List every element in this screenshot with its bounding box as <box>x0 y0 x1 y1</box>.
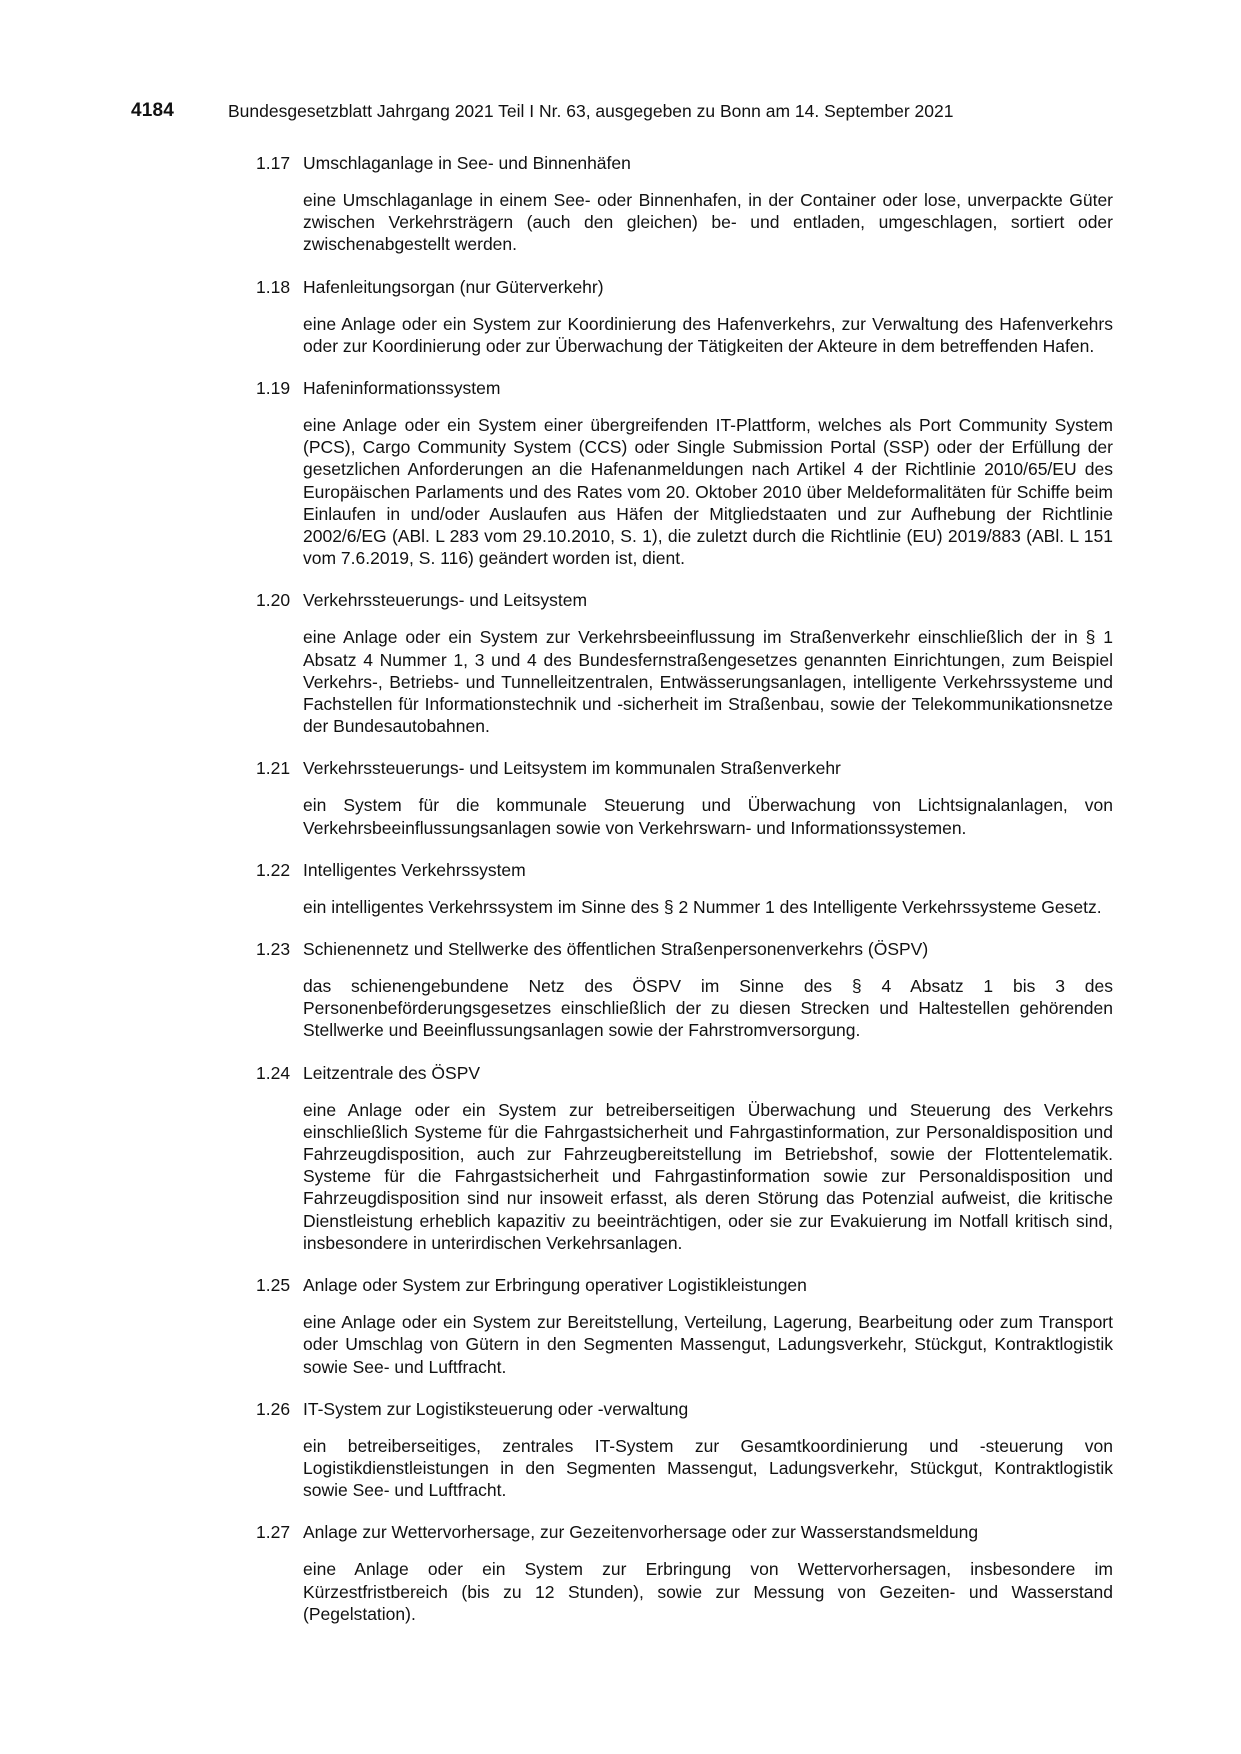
entry-title: Hafeninformationssystem <box>303 378 501 399</box>
entry-1-22 <box>256 859 1113 918</box>
entry-heading <box>256 1398 1113 1420</box>
page-header <box>131 100 1111 126</box>
entry-text: das schienengebundene Netz des ÖSPV im Sinne des § 4 Absatz 1 bis 3 des Personenbeförderungsgesetzes einschließlich der zu diesen Strecken und Haltestellen gehörenden Stellwerke und Beeinflussungsanlagen sowie der Fahrstromversorgung. <box>303 976 1113 1041</box>
entry-text: ein System für die kommunale Steuerung und Überwachung von Lichtsignalanlagen, von Verkehrsbeeinflussungsanlagen sowie von Verkehrswarn- und Informationssystemen. <box>303 795 1113 838</box>
entry-text: eine Anlage oder ein System einer übergreifenden IT-Plattform, welches als Port Community System (PCS), Cargo Community System (CCS) oder Single Submission Portal (SSP) oder der Erfüllung der gesetzlichen Anforderungen an die Hafenanmeldungen nach Artikel 4 der Richtlinie 2010/65/EU des Europäischen Parlaments und des Rates vom 20. Oktober 2010 über Meldeformalitäten für Schiffe beim Einlaufen in und/oder Auslaufen aus Häfen der Mitgliedstaaten und zur Aufhebung der Richtlinie 2002/6/EG (ABl. L 283 vom 29.10.2010, S. 1), die zuletzt durch die Richtlinie (EU) 2019/883 (ABl. L 151 vom 7.6.2019, S. 116) geändert worden ist, dient. <box>303 415 1113 569</box>
entry-number: 1.17 <box>256 153 291 173</box>
entry-1-23 <box>256 938 1113 1042</box>
entry-1-26 <box>256 1398 1113 1502</box>
entry-text: eine Anlage oder ein System zur Erbringung von Wettervorhersagen, insbesondere im Kürzestfristbereich (bis zu 12 Stunden), sowie zur Messung von Gezeiten- und Wasserstand (Pegelstation). <box>303 1559 1113 1624</box>
entry-text: eine Anlage oder ein System zur betreiberseitigen Überwachung und Steuerung des Verkehrs einschließlich Systeme für die Fahrgastsicherheit und Fahrgastinformation, zur Personaldisposition und Fahrzeugdisposition, auch zur Fahrzeugbereitstellung im Betriebshof, sowie der Flottentelematik. Systeme für die Fahrgastsicherheit und Fahrgastinformation sowie zur Personaldisposition und Fahrzeugdisposition sind nur insoweit erfasst, als deren Störung das Potenzial aufweist, die kritische Dienstleistung erheblich kapazitiv zu beeinträchtigen, oder sie zur Evakuierung im Notfall kritisch sind, insbesondere in unterirdischen Verkehrsanlagen. <box>303 1099 1113 1253</box>
entry-number: 1.19 <box>256 378 291 399</box>
entry-heading <box>256 276 1113 298</box>
entry-title: Intelligentes Verkehrssystem <box>303 859 526 880</box>
entry-text: eine Anlage oder ein System zur Bereitstellung, Verteilung, Lagerung, Bearbeitung oder zum Transport oder Umschlag von Gütern in den Segmenten Massengut, Ladungsverkehr, Stückgut, Kontraktlogistik sowie See- und Luftfracht. <box>303 1312 1113 1377</box>
entry-text: ein intelligentes Verkehrssystem im Sinne des § 2 Nummer 1 des Intelligente Verkehrssysteme Gesetz. <box>303 896 1102 917</box>
entry-heading <box>256 589 1113 611</box>
entry-number: 1.18 <box>256 276 291 297</box>
entry-number: 1.22 <box>256 859 291 880</box>
entry-text: ein betreiberseitiges, zentrales IT-System zur Gesamtkoordinierung und -steuerung von Logistikdienstleistungen in den Segmenten Massengut, Ladungsverkehr, Stückgut, Kontraktlogistik sowie See- und Luftfracht. <box>303 1435 1113 1501</box>
entry-heading <box>256 152 1113 174</box>
entry-text: eine Anlage oder ein System zur Verkehrsbeeinflussung im Straßenverkehr einschließlich der in § 1 Absatz 4 Nummer 1, 3 und 4 des Bundesfernstraßengesetzes genannten Einrichtungen, zum Beispiel Verkehrs-, Betriebs- und Tunnelleitzentralen, Entwässerungsanlagen, intelligente Verkehrssysteme und Fachstellen für Informationstechnik und -sicherheit im Straßenbau, sowie der Telekommunikationsnetze der Bundesautobahnen. <box>303 627 1113 737</box>
entry-number: 1.21 <box>256 758 291 779</box>
entry-1-17 <box>256 152 1113 256</box>
entry-heading <box>256 859 1113 881</box>
entry-title: Verkehrssteuerungs- und Leitsystem im kommunalen Straßenverkehr <box>303 758 841 779</box>
entry-heading <box>256 1274 1113 1296</box>
entry-heading <box>256 1062 1113 1084</box>
entry-1-24 <box>256 1062 1113 1254</box>
entry-number: 1.27 <box>256 1522 291 1543</box>
entry-1-25 <box>256 1274 1113 1378</box>
entry-heading <box>256 757 1113 779</box>
entry-heading <box>256 938 1113 960</box>
entry-title: Schienennetz und Stellwerke des öffentlichen Straßenpersonenverkehrs (ÖSPV) <box>303 939 929 960</box>
entry-title: Leitzentrale des ÖSPV <box>303 1062 481 1083</box>
entry-title: IT-System zur Logistiksteuerung oder -verwaltung <box>303 1398 689 1419</box>
entry-title: Anlage zur Wettervorhersage, zur Gezeitenvorhersage oder zur Wasserstandsmeldung <box>303 1522 979 1543</box>
entry-1-21 <box>256 757 1113 838</box>
entry-1-20 <box>256 589 1113 737</box>
running-title: Bundesgesetzblatt Jahrgang 2021 Teil I Nr. 63, ausgegeben zu Bonn am 14. September 2021 <box>228 101 954 121</box>
entry-text: eine Umschlaganlage in einem See- oder Binnenhafen, in der Container oder lose, unverpackte Güter zwischen Verkehrsträgern (auch den gleichen) be- und entladen, umgeschlagen, sortiert oder zwischenabgestellt werden. <box>303 190 1113 255</box>
entry-title: Hafenleitungsorgan (nur Güterverkehr) <box>303 276 604 297</box>
entry-heading <box>256 377 1113 399</box>
entry-title: Anlage oder System zur Erbringung operativer Logistikleistungen <box>303 1275 807 1296</box>
entry-number: 1.20 <box>256 590 291 611</box>
page-number: 4184 <box>131 100 175 121</box>
entry-title: Verkehrssteuerungs- und Leitsystem <box>303 590 588 611</box>
entry-text: eine Anlage oder ein System zur Koordinierung des Hafenverkehrs, zur Verwaltung des Hafenverkehrs oder zur Koordinierung oder zur Überwachung der Tätigkeiten der Akteure in dem betreffenden Hafen. <box>303 313 1113 356</box>
entry-1-18 <box>256 276 1113 357</box>
entry-number: 1.24 <box>256 1062 291 1083</box>
entry-number: 1.23 <box>256 939 291 960</box>
entry-1-27 <box>256 1521 1113 1625</box>
entry-1-19 <box>256 377 1113 569</box>
entry-heading <box>256 1521 1113 1543</box>
entry-title: Umschlaganlage in See- und Binnenhäfen <box>303 153 631 173</box>
entry-number: 1.26 <box>256 1398 291 1419</box>
document-body <box>256 152 1113 1645</box>
entry-number: 1.25 <box>256 1275 291 1296</box>
